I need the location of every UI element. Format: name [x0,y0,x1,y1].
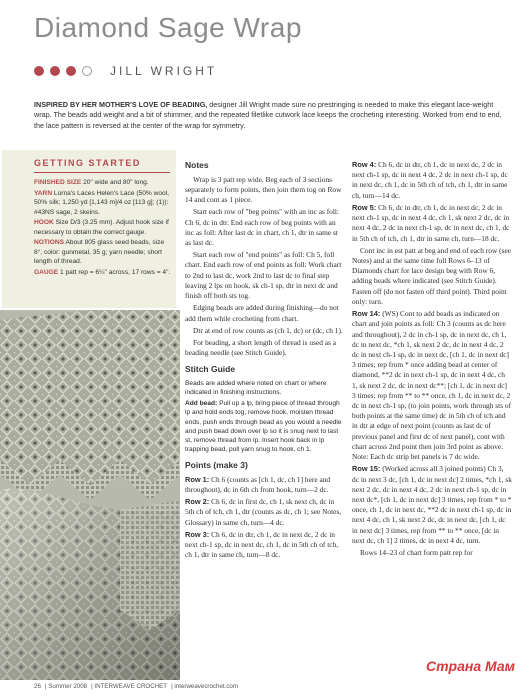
paragraph: Row 14: (WS) Cont to add beads as indicated on chart and join points as foll: Ch 3 (counts as dc here and throughout), 2 dc in ch-1 sp, dc in next dc, ch 1, dc in next dc, *ch 1, sk next 2 dc, dc in next 4 dc, 2 dc in next ch-1 sp, dc in next dc, [ch 1, dc in next dc] 3 times; rep from * once adding bead at center of diamond, **2 dc in next ch-1 sp, dc in next 4 dc, ch 1, sk next 2 dc, dc in next dc**; [ch 1, dc in next dc] 3 times; rep from ** to ** once, ch 1, dc in next dc, 2 dc in next ch-1 sp, (to join points, work through sts of both points at the same time) dc in 5th ch of tch and in dtr at edge of next point (counts as last dc of previous panel and first dc of next panel), cont with chart across 2nd point then join 3rd point as above. Note: Each dc strip bet panels is 7 dc wide. [352,309,512,462]
author-name: JILL WRIGHT [110,64,218,78]
paragraph: Row 1: Ch 6 (counts as [ch 1, dc, ch 1] here and throughout), dc in 6th ch from hook, turn—2 dc. [185,474,331,494]
getting-started-list [34,178,174,278]
page-number: 26 [34,683,41,690]
decor-dot [66,66,76,76]
paragraph: Edging beads are added during finishing—do not add them while crocheting from chart. [185,303,339,323]
paragraph: Row 5: Ch 6, dc in dtr, ch 1, dc in next dc, 2 dc in next ch-1 sp, dc in next 4 dc, ch 1, sk next 2 dc, dc in next 4 dc, 2 dc in next ch-1 sp, dc in next dc, ch 1, dc in 5th ch of tch, ch 1, dtr in same ch, turn—18 dc. [352,202,510,243]
paragraph: Row 15: (Worked across all 3 joined points) Ch 3, dc in next 3 dc, [ch 1, dc in next dc] 2 times, *ch 1, sk next 2 dc, dc in next 4 dc, 2 dc in next ch-1 sp, dc in next dc*, [ch 1, dc in next dc] 3 times, rep from * to * once, ch 1, dc in next dc, **2 dc in next ch-1 sp, dc in next 4 dc, ch 1, sk next 2 dc, dc in next dc, [ch 1, dc in next dc] 3 times, rep from ** to ** once, [dc in next dc, ch 1] 2 times, dc in next 4 dc, turn. [352,464,512,545]
intro-paragraph [34,100,504,131]
list-item: FINISHED SIZE 20" wide and 80" long. [34,179,149,186]
paragraph: Dtr at end of row counts as (ch 1, dc) or (dc, ch 1). [193,325,343,335]
column-rows [352,160,512,560]
section-heading: Points (make 3) [185,459,248,470]
paragraph: Cont inc in est patt at beg and end of each row (see Notes) and at the same time foll Rows 6–13 of Diamonds chart for lace design beg with Row 6, adding beads where indicated (see Stitch Guide). Fasten off (do not fasten off third point). Third point only: turn. [352,245,512,306]
intro-body: designer Jill Wright made sure no prestringing is needed to make this elegant lace-weight wrap. The beads add weight and a bit of shimmer, and the repeated filetlike cutwork lace keeps the crocheting interesting. Worked from end to end, the lace pattern is reversed at the center of the wrap for symmetry. [34,100,502,130]
decor-dot [50,66,60,76]
getting-started-title: GETTING STARTED [34,158,141,168]
list-item: HOOK Size D/3 (3.25 mm). Adjust hook size if necessary to obtain the correct gauge. [34,219,169,236]
section-heading: Notes [185,160,209,170]
paragraph: Beads are added where noted on chart or where indicated in finishing instructions. [185,380,327,397]
website-link[interactable]: interweavecrochet.com [174,683,239,690]
issue-label: Summer 2008 [48,683,88,690]
paragraph: Start each row of "beg points" with an inc as foll: Ch 6, dc in dtr. End each row of beg points with an inc as foll: After last dc in chart, ch 1, dtr in same st as last dc. [185,207,340,248]
paragraph: Row 3: Ch 6, dc in dtr, ch 1, dc in next dc, 2 dc in next ch-1 sp, dc in next dc, ch 1, dc in 5th ch of tch, ch 1, dtr in same ch, turn—8 dc. [185,529,339,560]
paragraph: For beading, a short length of thread is used as a beading needle (see Stitch Guide). [185,338,337,358]
magazine-name: INTERWEAVE CROCHET [94,683,168,690]
decor-dot [34,66,44,76]
paragraph: Rows 14–23 of chart form patt rep for [360,548,473,558]
decor-dot-hollow [82,66,92,76]
paragraph: Row 2: Ch 6, dc in first dc, ch 1, sk next ch, dc in 5th ch of tch, ch 1, dtr (counts as dc, ch 1; see Notes, Glossary) in same ch, turn—4 dc. [185,497,342,527]
list-item: NOTIONS About 805 glass seed beads, size 8°, color: gunmetal, 35 g; yarn needle; short length of thread. [34,239,165,266]
list-item: GAUGE 1 patt rep = 6¼" across, 17 rows = 4". [34,268,171,276]
paragraph: Wrap is 3 patt rep wide. Beg each of 3 sections separately to form points, then join them tog on Row 14 and cont as 1 piece. [185,174,342,205]
paragraph: Row 4: Ch 6, dc in dtr, ch 1, dc in next dc, 2 dc in next ch-1 sp, dc in next 4 dc, 2 dc in next ch-1 sp, dc in next dc, ch 1, dc in 5th ch of tch, ch 1, dtr in same ch, turn—14 dc. [352,160,508,200]
column-notes [185,160,345,562]
page-footer: 26 | Summer 2008 | INTERWEAVE CROCHET | interweavecrochet.com [34,683,239,690]
byline [34,64,217,78]
paragraph: Add bead: Pull up a lp, bring piece of thread through lp and hold ends tog, remove hook, moisten thread ends, push ends through bead as you would a needle and push bead down over lp so it is snug next to last st, remove thread from lp. Insert hook back in lp trapping bead, pull yarn snug to hook, ch 1. [185,400,342,453]
section-heading: Stitch Guide [185,364,236,375]
page-title: Diamond Sage Wrap [34,12,302,43]
lace-wrap-photo [0,310,180,680]
paragraph: Start each row of "end points" as foll: Ch 5, foll chart. End each row of end points as foll: Work chart to 2nd to last dc, work 2nd to last dc to final step leaving 2 lps on hook, sk ch-1 sp, dtr in next dc and finish off both sts tog. [185,250,342,301]
watermark-logo: Страна Мам [425,658,515,674]
divider [34,172,170,173]
intro-lead: INSPIRED BY HER MOTHER'S LOVE OF BEADING, [34,100,208,109]
list-item: YARN Lorna's Laces Helen's Lace (50% wool, 50% silk; 1,250 yd [1,143 m]/4 oz [113 g]; (1)): #43NS sage, 2 skeins. [34,189,169,216]
